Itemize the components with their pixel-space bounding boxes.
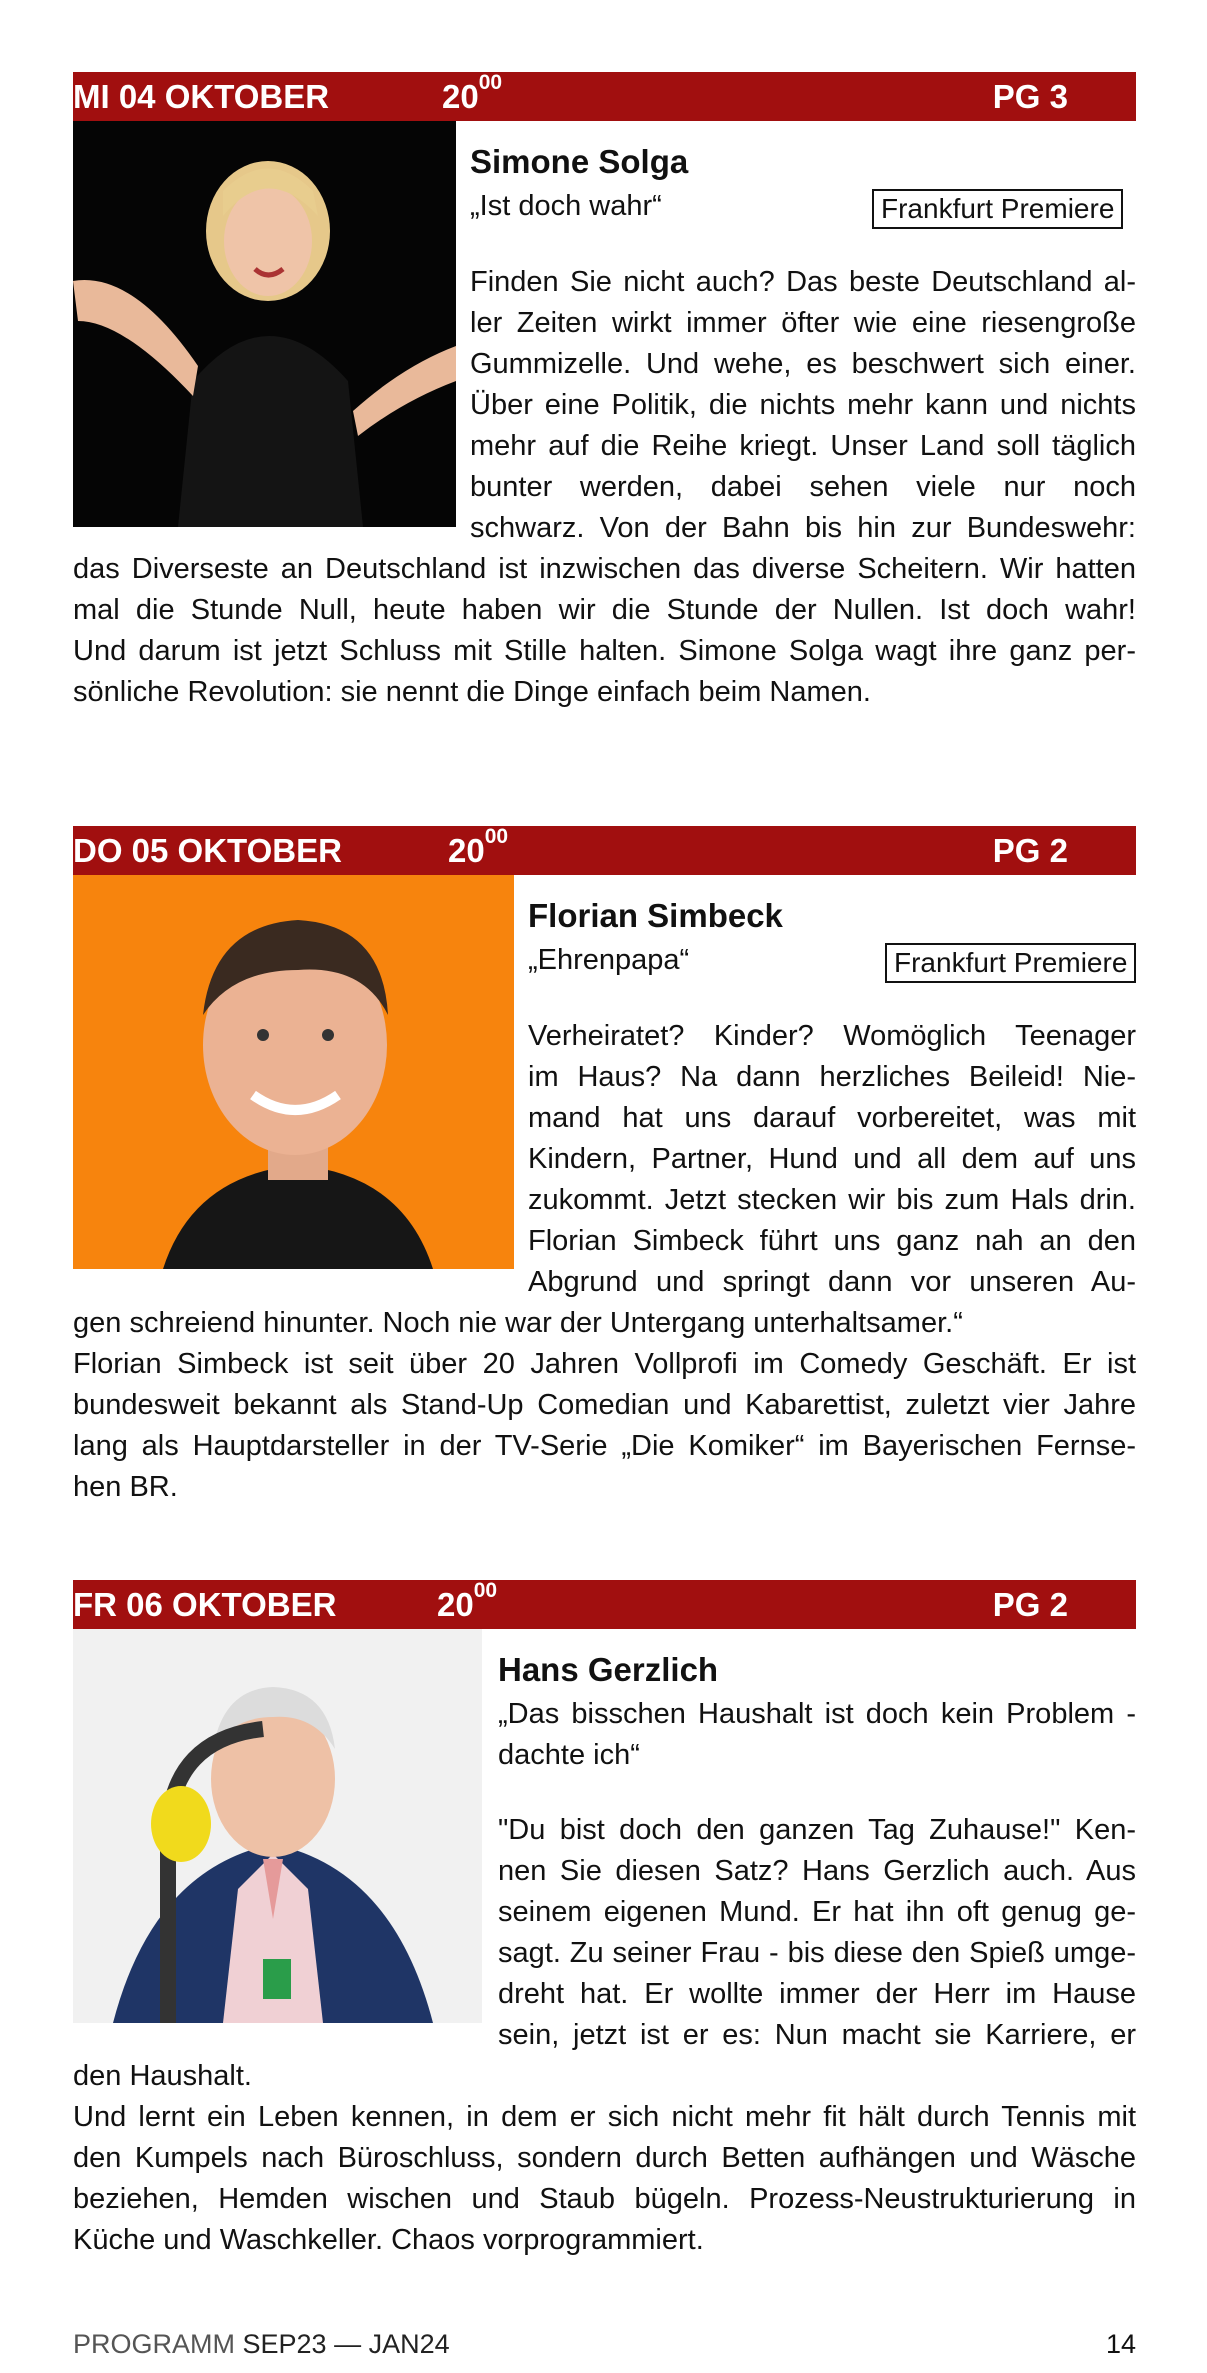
description-line: bundesweit bekannt als Stand-Up Comedian und Kabarettist, zuletzt vier Jahre (73, 1389, 1136, 1421)
event-date: FR 06 OKTOBER (73, 1586, 337, 1623)
description-line: sein, jetzt ist er es: Nun macht sie Karriere, er (498, 2019, 1136, 2051)
event-description (498, 1810, 1136, 2056)
performer-photo-florian-simbeck (73, 875, 514, 1269)
performer-name: Florian Simbeck (528, 897, 783, 934)
description-line: ler Zeiten wirkt immer öfter wie eine riesengroße (470, 307, 1136, 339)
event-florian-simbeck (73, 825, 1136, 1503)
description-line: das Diverseste an Deutschland ist inzwischen das diverse Scheitern. Wir hatten (73, 553, 1136, 585)
description-line: gen schreiend hinunter. Noch nie war der Untergang unterhaltsamer.“ (73, 1307, 963, 1339)
footer-label: PROGRAMM (73, 2329, 235, 2359)
description-line: mehr auf die Reihe kriegt. Unser Land soll täglich (470, 430, 1136, 462)
event-pg: PG 2 (992, 832, 1068, 869)
description-line: "Du bist doch den ganzen Tag Zuhause!" Ken- (498, 1814, 1136, 1846)
event-hans-gerzlich (73, 1579, 1136, 2256)
description-line: Und darum ist jetzt Schluss mit Stille halten. Simone Solga wagt ihre ganz per- (73, 635, 1136, 667)
event-header (73, 1580, 1136, 1629)
description-line: im Haus? Na dann herzliches Beileid! Nie- (528, 1061, 1136, 1093)
description-line: hen BR. (73, 1471, 178, 1503)
description-line: sagt. Zu seiner Frau - bis diese den Spieß umge- (498, 1937, 1136, 1969)
show-title: „Das bisschen Haushalt ist doch kein Problem - dachte ich“ (498, 1698, 1136, 1771)
description-line: Kindern, Partner, Hund und all dem auf uns (528, 1143, 1136, 1175)
event-time: $20^{00}$ (437, 1579, 498, 1623)
description-line: Abgrund und springt dann vor unseren Au- (528, 1266, 1136, 1298)
description-line: lang als Hauptdarsteller in der TV-Serie „Die Komiker“ im Bayerischen Fernse- (73, 1430, 1136, 1462)
footer-range: SEP23 — JAN24 (242, 2329, 450, 2359)
event-description-cont (73, 549, 1136, 713)
description-line: Florian Simbeck führt uns ganz nah an den (528, 1225, 1136, 1257)
event-pg: PG 3 (992, 78, 1068, 115)
description-line: den Haushalt. (73, 2060, 252, 2092)
event-simone-solga (73, 71, 1136, 708)
page-footer (73, 2329, 1136, 2360)
description-line: Über eine Politik, die nichts mehr kann und nichts (470, 389, 1136, 421)
show-title: „Ist doch wahr“ (470, 190, 662, 222)
event-time: $20^{00}$ (442, 71, 503, 115)
event-description (470, 262, 1136, 549)
description-line: den Kumpels nach Büroschluss, sondern durch Betten aufhängen und Wäsche (73, 2142, 1136, 2174)
event-date: DO 05 OKTOBER (73, 832, 342, 869)
page-number: 14 (1105, 2329, 1136, 2359)
event-header (73, 826, 1136, 875)
performer-photo-simone-solga (73, 121, 456, 527)
description-line: Gummizelle. Und wehe, es beschwert sich einer. (470, 348, 1136, 380)
description-line: sönliche Revolution: sie nennt die Dinge einfach beim Namen. (73, 676, 871, 708)
event-pg: PG 2 (992, 1586, 1068, 1623)
event-date: MI 04 OKTOBER (73, 78, 330, 115)
performer-name: Simone Solga (470, 143, 689, 180)
show-title: „Ehrenpapa“ (528, 944, 690, 976)
description-line: zukommt. Jetzt stecken wir bis zum Hals drin. (528, 1184, 1136, 1216)
premiere-badge: Frankfurt Premiere (872, 189, 1123, 229)
description-line: Und lernt ein Leben kennen, in dem er sich nicht mehr fit hält durch Tennis mit (73, 2101, 1136, 2133)
description-line: seinem eigenen Mund. Er hat ihn oft genug ge- (498, 1896, 1136, 1928)
event-description-cont (73, 2056, 1136, 2261)
description-line: dreht hat. Er wollte immer der Herr im Hause (498, 1978, 1136, 2010)
description-line: schwarz. Von der Bahn bis hin zur Bundeswehr: (470, 512, 1136, 544)
description-line: mand hat uns darauf vorbereitet, was mit (528, 1102, 1136, 1134)
description-line: Florian Simbeck ist seit über 20 Jahren Vollprofi im Comedy Geschäft. Er ist (73, 1348, 1136, 1380)
event-header (73, 72, 1136, 121)
description-line: nen Sie diesen Satz? Hans Gerzlich auch. Aus (498, 1855, 1136, 1887)
performer-name: Hans Gerzlich (498, 1651, 719, 1688)
event-description (528, 1016, 1136, 1303)
description-line: bunter werden, dabei sehen viele nur noch (470, 471, 1136, 503)
performer-photo-hans-gerzlich (73, 1629, 482, 2023)
description-line: Finden Sie nicht auch? Das beste Deutschland al- (470, 266, 1136, 298)
premiere-badge: Frankfurt Premiere (885, 943, 1136, 983)
event-time: $20^{00}$ (448, 825, 509, 869)
description-line: Verheiratet? Kinder? Womöglich Teenager (528, 1020, 1136, 1052)
description-line: mal die Stunde Null, heute haben wir die Stunde der Nullen. Ist doch wahr! (73, 594, 1136, 626)
description-line: beziehen, Hemden wischen und Staub bügeln. Prozess-Neustrukturierung in (73, 2183, 1136, 2215)
description-line: Küche und Waschkeller. Chaos vorprogrammiert. (73, 2224, 704, 2256)
event-description-cont (73, 1303, 1136, 1508)
